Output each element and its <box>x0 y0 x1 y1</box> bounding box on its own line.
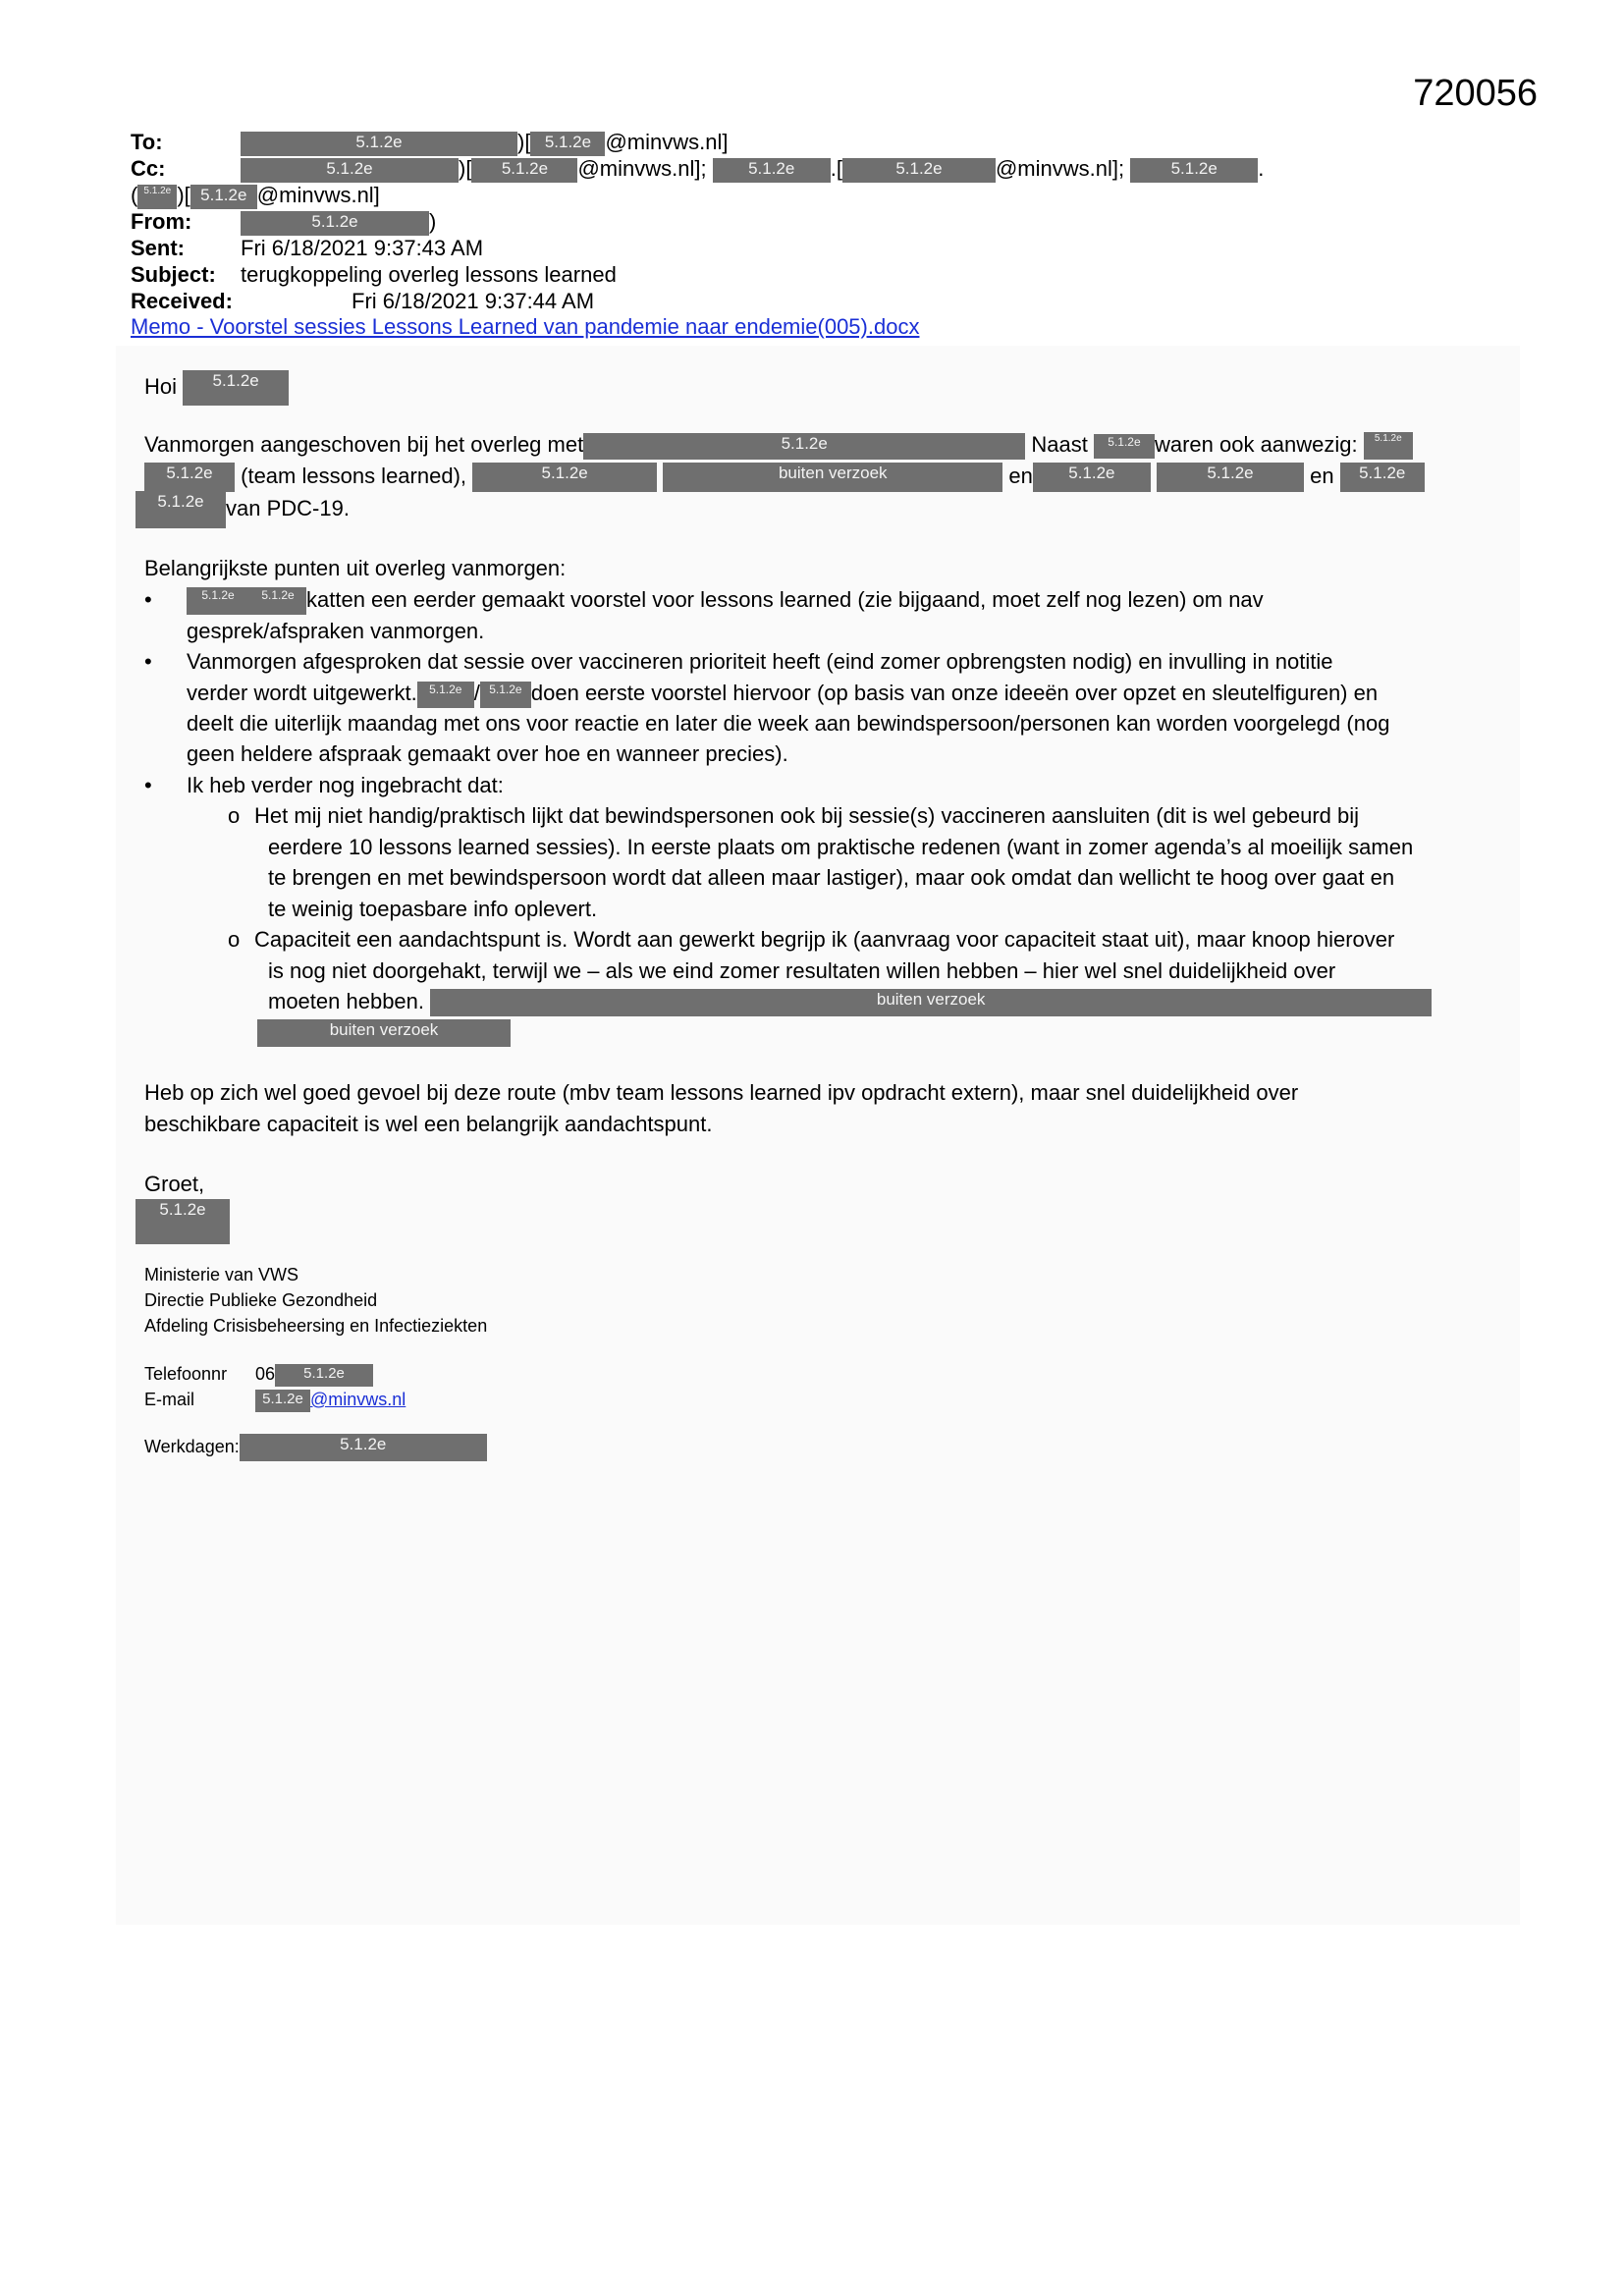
sub-bullet-2-line-2: is nog niet doorgehakt, terwijl we – als we eind zomer resultaten willen hebben – hier wel snel duidelijkheid over <box>268 958 1336 983</box>
redaction-box-outside-request: buiten verzoek <box>430 989 1432 1016</box>
subject-label: Subject: <box>131 262 216 287</box>
to-label: To: <box>131 130 163 154</box>
redaction-box: 5.1.2e <box>480 682 531 708</box>
received-value: Fri 6/18/2021 9:37:44 AM <box>352 289 595 313</box>
sub-bullet-2-line-1: o Capaciteit een aandachtspunt is. Wordt aan gewerkt begrijp ik (aanvraag voor capaciteit staat uit), maar knoop hierover <box>228 924 1394 955</box>
from-row: From: 5.1.2e ) <box>131 209 437 234</box>
received-label: Received: <box>131 289 233 313</box>
from-label: From: <box>131 209 192 234</box>
subject-row <box>131 261 1505 288</box>
sent-value: Fri 6/18/2021 9:37:43 AM <box>241 236 484 260</box>
redaction-box: 5.1.2e <box>1130 158 1258 183</box>
redaction-box: 5.1.2e <box>135 491 226 528</box>
email-link[interactable]: @minvws.nl <box>310 1390 406 1409</box>
bullet-marker: • <box>144 773 152 797</box>
signature-ministry: Ministerie van VWS <box>144 1265 299 1285</box>
cc-row: Cc: 5.1.2e )[ 5.1.2e @minvws.nl]; 5.1.2e .[ 5.1.2e @minvws.nl]; 5.1.2e . <box>131 156 1265 181</box>
bullet-1-line-1: • 5.1.2e 5.1.2e katten een eerder gemaakt voorstel voor lessons learned (zie bijgaand, moet zelf nog lezen) om nav <box>144 584 1264 615</box>
signature-workdays <box>144 1434 487 1461</box>
signature-block <box>144 1262 487 1339</box>
redaction-box: 5.1.2e <box>1094 434 1155 459</box>
redaction-box: 5.1.2e <box>842 158 996 183</box>
redaction-box: 5.1.2e <box>240 1434 487 1461</box>
sub-bullet-1-line-3: te brengen en met bewindspersoon wordt dat alleen maar lastiger), maar ook omdat dan wellicht te hoog over gaat en <box>268 865 1395 890</box>
attachment-link[interactable]: Memo - Voorstel sessies Lessons Learned van pandemie naar endemie(005).docx <box>131 314 920 339</box>
redaction-box: 5.1.2e <box>190 185 257 209</box>
signature-directorate: Directie Publieke Gezondheid <box>144 1290 378 1310</box>
cc-row-continued: ( 5.1.2e )[ 5.1.2e @minvws.nl] <box>131 183 380 207</box>
signature-email <box>144 1387 406 1412</box>
sub-bullet-1-line-1: o Het mij niet handig/praktisch lijkt dat bewindspersonen ook bij sessie(s) vaccineren aansluiten (dit is wel gebeurd bij <box>228 800 1359 831</box>
phone-label: Telefoonnr <box>144 1364 228 1384</box>
email-label: E-mail <box>144 1390 195 1409</box>
bullet-marker: • <box>144 649 152 674</box>
redaction-box: 5.1.2e <box>241 158 459 183</box>
cc-label: Cc: <box>131 156 166 181</box>
redaction-box: 5.1.2e <box>583 433 1025 460</box>
sub-bullet-marker: o <box>228 927 241 952</box>
redaction-box: 5.1.2e <box>135 1199 230 1244</box>
redaction-box-outside-request: buiten verzoek <box>663 463 1002 492</box>
redaction-box: 5.1.2e <box>1340 463 1425 492</box>
to-domain: @minvws.nl] <box>605 130 729 154</box>
redaction-box: 5.1.2e <box>275 1364 373 1387</box>
redaction-box: 5.1.2e <box>713 158 831 183</box>
sender-name <box>135 1199 230 1244</box>
received-row <box>131 288 1505 314</box>
redaction-box: 5.1.2e <box>187 587 249 615</box>
sent-row <box>131 235 1505 261</box>
signature-phone <box>144 1361 373 1387</box>
subject-value: terugkoppeling overleg lessons learned <box>241 262 617 287</box>
paragraph-1-line-3: 5.1.2e van PDC-19. <box>135 491 350 528</box>
phone-prefix: 06 <box>255 1364 276 1384</box>
bullet-2-line-4: geen heldere afspraak gemaakt over hoe en wanneer precies). <box>187 741 788 766</box>
bullet-2-line-1: • Vanmorgen afgesproken dat sessie over vaccineren prioriteit heeft (eind zomer opbrengsten nodig) en invulling in notitie <box>144 646 1333 677</box>
sub-bullet-1-line-2: eerdere 10 lessons learned sessies). In eerste plaats om praktische redenen (want in zomer agenda’s al moeilijk samen <box>268 835 1414 859</box>
bullet-3-line-1: • Ik heb verder nog ingebracht dat: <box>144 770 504 800</box>
redaction-box: 5.1.2e <box>249 587 306 615</box>
sub-bullet-marker: o <box>228 803 241 828</box>
redaction-box: 5.1.2e <box>241 132 517 156</box>
bullet-marker: • <box>144 587 152 612</box>
sub-bullet-2-line-3: moeten hebben. buiten verzoek <box>268 986 1432 1016</box>
redaction-box: 5.1.2e <box>255 1390 310 1412</box>
redaction-box: 5.1.2e <box>471 158 577 183</box>
document-number: 720056 <box>1413 73 1538 114</box>
to-row: To: 5.1.2e )[ 5.1.2e @minvws.nl] <box>131 130 729 154</box>
workdays-label: Werkdagen: <box>144 1437 240 1456</box>
bullet-1-line-2: gesprek/afspraken vanmorgen. <box>187 619 485 643</box>
redaction-box: 5.1.2e <box>137 185 177 209</box>
redaction-box-outside-request: buiten verzoek <box>257 1019 511 1047</box>
closing-line-1: Heb op zich wel goed gevoel bij deze route (mbv team lessons learned ipv opdracht extern), maar snel duidelijkheid over <box>144 1080 1299 1105</box>
redaction-box: 5.1.2e <box>1364 432 1413 460</box>
greeting-line <box>144 369 289 406</box>
closing-line-2: beschikbare capaciteit is wel een belangrijk aandachtspunt. <box>144 1112 713 1136</box>
greeting: Hoi <box>144 374 178 399</box>
redaction-box: 5.1.2e <box>417 682 474 708</box>
redaction-box: 5.1.2e <box>1157 463 1304 492</box>
email-header <box>131 129 1505 314</box>
points-intro: Belangrijkste punten uit overleg vanmorgen: <box>144 556 567 580</box>
paragraph-1-line-1: Vanmorgen aangeschoven bij het overleg met 5.1.2e Naast 5.1.2e waren ook aanwezig: 5.1.2e <box>144 429 1413 460</box>
redaction-box: 5.1.2e <box>144 463 235 492</box>
bullet-2-line-2: verder wordt uitgewerkt. 5.1.2e / 5.1.2e doen eerste voorstel hiervoor (op basis van onze ideeën over opzet en sleutelfiguren) en <box>187 678 1378 708</box>
signature-department: Afdeling Crisisbeheersing en Infectieziekten <box>144 1316 488 1336</box>
sub-bullet-1-line-4: te weinig toepasbare info oplevert. <box>268 897 598 921</box>
redaction-box: 5.1.2e <box>530 132 605 156</box>
bullet-2-line-3: deelt die uiterlijk maandag met ons voor reactie en later die week aan bewindspersoon/personen kan worden voorgelegd (nog <box>187 711 1390 736</box>
paragraph-1-line-2: 5.1.2e (team lessons learned), 5.1.2e buiten verzoek en 5.1.2e 5.1.2e en 5.1.2e <box>144 461 1425 492</box>
regards: Groet, <box>144 1172 205 1196</box>
redaction-box: 5.1.2e <box>1033 463 1151 492</box>
redaction-box: 5.1.2e <box>472 463 657 492</box>
redaction-box: 5.1.2e <box>241 211 429 236</box>
sent-label: Sent: <box>131 236 185 260</box>
redaction-box: 5.1.2e <box>183 370 289 406</box>
sub-bullet-2-line-4 <box>257 1019 511 1047</box>
